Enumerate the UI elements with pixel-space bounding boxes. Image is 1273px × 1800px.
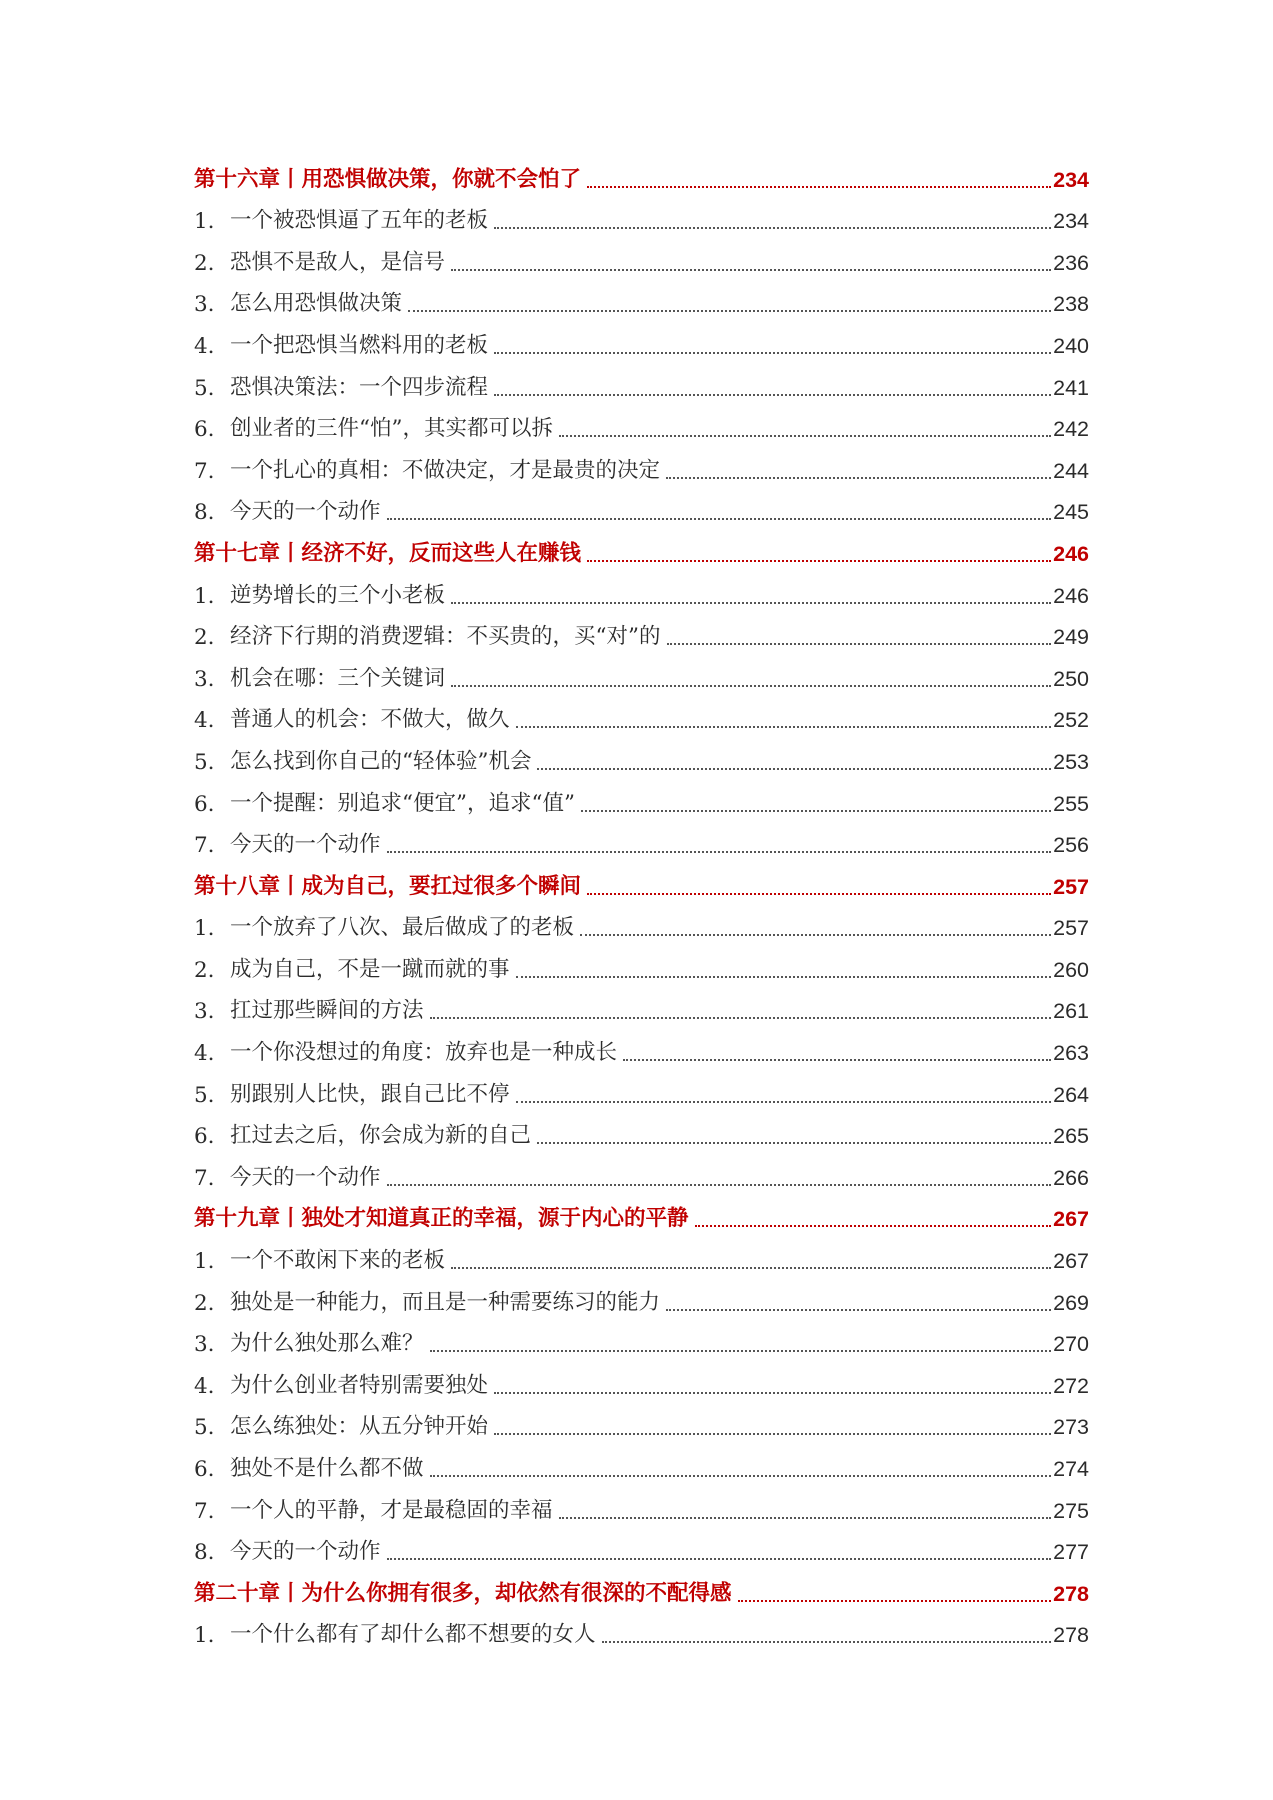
toc-entry-number: 5. [194, 1082, 215, 1108]
page-number: 240 [1053, 333, 1089, 358]
toc-entry-number: 2. [194, 250, 215, 276]
dot-leader [430, 1017, 1052, 1019]
toc-entry-number: 7. [194, 833, 215, 859]
page-number: 246 [1053, 583, 1089, 608]
toc-section-entry[interactable] [194, 1114, 1089, 1156]
toc-entry-number: 8. [194, 1540, 215, 1566]
toc-section-entry[interactable] [194, 1030, 1089, 1072]
page-number: 246 [1053, 541, 1089, 566]
page-number: 249 [1053, 625, 1089, 650]
section-title: 怎么找到你自己的“轻体验”机会 [230, 748, 532, 774]
toc-entry-number: 1. [194, 583, 215, 609]
toc-entry-number: 2. [194, 957, 215, 983]
page-number: 260 [1053, 957, 1089, 982]
page-number: 255 [1053, 791, 1089, 816]
dot-leader [695, 1225, 1052, 1227]
section-title: 别跟别人比快，跟自己比不停 [230, 1081, 510, 1107]
page-number: 256 [1053, 833, 1089, 858]
toc-entry-number: 6. [194, 1457, 215, 1482]
page-number: 257 [1053, 874, 1089, 899]
dot-leader [451, 602, 1051, 604]
page-number: 264 [1053, 1082, 1089, 1107]
page-number: 241 [1053, 375, 1089, 400]
dot-leader [387, 518, 1052, 520]
section-title: 为什么创业者特别需要独处 [230, 1372, 489, 1398]
section-title: 独处不是什么都不做 [230, 1456, 424, 1481]
toc-section-entry[interactable] [194, 781, 1089, 823]
page-number: 250 [1053, 666, 1089, 691]
page-number: 252 [1053, 708, 1089, 733]
section-title: 一个什么都有了却什么都不想要的女人 [230, 1622, 596, 1648]
section-title: 创业者的三件“怕”，其实都可以拆 [230, 416, 553, 442]
section-title: 经济下行期的消费逻辑：不买贵的，买“对”的 [230, 624, 661, 650]
toc-section-entry[interactable] [194, 1238, 1089, 1280]
section-title: 一个被恐惧逼了五年的老板 [230, 208, 489, 234]
dot-leader [494, 1433, 1051, 1435]
toc-entry-number: 5. [194, 749, 215, 775]
dot-leader [494, 394, 1051, 396]
toc-entry-number: 5. [194, 1415, 215, 1441]
section-title: 逆势增长的三个小老板 [230, 582, 446, 608]
dot-leader [516, 1101, 1052, 1103]
dot-leader [581, 810, 1051, 812]
page-number: 234 [1053, 167, 1089, 192]
page-number: 278 [1053, 1581, 1089, 1606]
chapter-title: 第十七章丨经济不好，反而这些人在赚钱 [194, 540, 582, 566]
toc-chapter-entry[interactable] [194, 1197, 1089, 1239]
dot-leader [666, 1309, 1051, 1311]
page-number: 275 [1053, 1498, 1089, 1523]
toc-entry-number: 3. [194, 666, 215, 692]
toc-section-entry[interactable] [194, 1155, 1089, 1197]
section-title: 今天的一个动作 [230, 1539, 381, 1565]
toc-entry-number: 3. [194, 1332, 215, 1358]
toc-section-entry[interactable] [194, 947, 1089, 989]
toc-entry-number: 2. [194, 1290, 215, 1316]
chapter-title: 第十八章丨成为自己，要扛过很多个瞬间 [194, 873, 582, 899]
toc-entry-number: 4. [194, 1041, 215, 1067]
toc-entry-number: 6. [194, 791, 215, 817]
dot-leader [623, 1059, 1051, 1061]
dot-leader [559, 435, 1051, 437]
toc-section-entry[interactable] [194, 1446, 1089, 1488]
toc-chapter-entry[interactable] [194, 531, 1089, 573]
dot-leader [587, 560, 1051, 562]
section-title: 恐惧决策法：一个四步流程 [230, 374, 489, 400]
page-number: 265 [1053, 1124, 1089, 1149]
dot-leader [451, 685, 1051, 687]
toc-section-entry[interactable] [194, 365, 1089, 407]
dot-leader [667, 643, 1052, 645]
page-number: 242 [1053, 417, 1089, 442]
toc-section-entry[interactable] [194, 240, 1089, 282]
toc-section-entry[interactable] [194, 282, 1089, 324]
section-title: 扛过去之后，你会成为新的自己 [230, 1123, 532, 1149]
toc-chapter-entry[interactable] [194, 157, 1089, 199]
dot-leader [408, 310, 1051, 312]
toc-section-entry[interactable] [194, 1613, 1089, 1655]
toc-entry-number: 6. [194, 1124, 215, 1150]
dot-leader [666, 477, 1051, 479]
section-title: 一个提醒：别追求“便宜”，追求“值” [230, 790, 575, 816]
section-title: 普通人的机会：不做大，做久 [230, 707, 510, 733]
dot-leader [387, 1184, 1052, 1186]
section-title: 独处是一种能力，而且是一种需要练习的能力 [230, 1289, 661, 1315]
dot-leader [580, 934, 1051, 936]
section-title: 机会在哪：三个关键词 [230, 665, 446, 691]
toc-section-entry[interactable] [194, 615, 1089, 657]
toc-entry-number: 1. [194, 916, 215, 942]
dot-leader [494, 1392, 1051, 1394]
toc-entry-number: 1. [194, 209, 215, 235]
toc-entry-number: 7. [194, 1498, 215, 1524]
section-title: 一个不敢闲下来的老板 [230, 1248, 446, 1274]
page-number: 236 [1053, 250, 1089, 275]
dot-leader [451, 1267, 1051, 1269]
page-number: 244 [1053, 458, 1089, 483]
dot-leader [430, 1475, 1052, 1477]
section-title: 今天的一个动作 [230, 832, 381, 858]
section-title: 一个人的平静，才是最稳固的幸福 [230, 1497, 553, 1523]
section-title: 成为自己，不是一蹴而就的事 [230, 956, 510, 982]
section-title: 恐惧不是敌人，是信号 [230, 249, 446, 275]
toc-section-entry[interactable] [194, 448, 1089, 490]
toc-entry-number: 7. [194, 458, 215, 484]
section-title: 一个放弃了八次、最后做成了的老板 [230, 915, 575, 941]
page-number: 267 [1053, 1249, 1089, 1274]
page-number: 272 [1053, 1373, 1089, 1398]
toc-entry-number: 4. [194, 1373, 215, 1399]
toc-entry-number: 7. [194, 1165, 215, 1191]
dot-leader [738, 1600, 1052, 1602]
toc-section-entry[interactable] [194, 656, 1089, 698]
page-number: 257 [1053, 916, 1089, 941]
toc-section-entry[interactable] [194, 823, 1089, 865]
toc-section-entry[interactable] [194, 323, 1089, 365]
toc-section-entry[interactable] [194, 573, 1089, 615]
dot-leader [494, 352, 1051, 354]
toc-chapter-entry[interactable] [194, 864, 1089, 906]
table-of-contents [194, 157, 1089, 1654]
section-title: 一个把恐惧当燃料用的老板 [230, 332, 489, 358]
toc-section-entry[interactable] [194, 906, 1089, 948]
dot-leader [587, 893, 1051, 895]
page-number: 266 [1053, 1165, 1089, 1190]
toc-section-entry[interactable] [194, 1488, 1089, 1530]
toc-entry-number: 1. [194, 1623, 215, 1649]
toc-entry-number: 4. [194, 333, 215, 359]
toc-section-entry[interactable] [194, 490, 1089, 532]
section-title: 今天的一个动作 [230, 1164, 381, 1190]
dot-leader [537, 768, 1051, 770]
dot-leader [602, 1641, 1052, 1643]
toc-entry-number: 1. [194, 1249, 215, 1275]
chapter-title: 第十九章丨独处才知道真正的幸福，源于内心的平静 [194, 1206, 689, 1232]
section-title: 怎么用恐惧做决策 [230, 291, 403, 317]
toc-section-entry[interactable] [194, 739, 1089, 781]
toc-section-entry[interactable] [194, 199, 1089, 241]
page-number: 270 [1053, 1332, 1089, 1357]
dot-leader [494, 227, 1051, 229]
chapter-title: 第二十章丨为什么你拥有很多，却依然有很深的不配得感 [194, 1580, 732, 1606]
section-title: 一个扎心的真相：不做决定，才是最贵的决定 [230, 457, 661, 483]
toc-entry-number: 6. [194, 417, 215, 443]
toc-entry-number: 5. [194, 375, 215, 401]
page-number: 238 [1053, 292, 1089, 317]
dot-leader [516, 976, 1052, 978]
toc-section-entry[interactable] [194, 1280, 1089, 1322]
toc-entry-number: 2. [194, 625, 215, 651]
page-number: 267 [1053, 1207, 1089, 1232]
dot-leader [387, 1558, 1052, 1560]
dot-leader [451, 269, 1051, 271]
chapter-title: 第十六章丨用恐惧做决策，你就不会怕了 [194, 166, 582, 192]
page-number: 245 [1053, 500, 1089, 525]
section-title: 扛过那些瞬间的方法 [230, 998, 424, 1024]
toc-section-entry[interactable] [194, 1405, 1089, 1447]
page-number: 253 [1053, 749, 1089, 774]
dot-leader [387, 851, 1052, 853]
page-number: 273 [1053, 1415, 1089, 1440]
toc-chapter-entry[interactable] [194, 1571, 1089, 1613]
page-number: 278 [1053, 1623, 1089, 1648]
toc-entry-number: 8. [194, 500, 215, 526]
dot-leader [537, 1142, 1051, 1144]
section-title: 今天的一个动作 [230, 499, 381, 525]
page-number: 269 [1053, 1290, 1089, 1315]
toc-section-entry[interactable] [194, 1363, 1089, 1405]
toc-section-entry[interactable] [194, 407, 1089, 449]
toc-section-entry[interactable] [194, 989, 1089, 1031]
toc-section-entry[interactable] [194, 1072, 1089, 1114]
toc-section-entry[interactable] [194, 1530, 1089, 1572]
page-number: 234 [1053, 209, 1089, 234]
toc-section-entry[interactable] [194, 698, 1089, 740]
dot-leader [587, 186, 1051, 188]
toc-entry-number: 3. [194, 999, 215, 1025]
toc-entry-number: 3. [194, 292, 215, 318]
page-number: 274 [1053, 1457, 1089, 1481]
dot-leader [559, 1517, 1052, 1519]
page-number: 261 [1053, 999, 1089, 1024]
dot-leader [516, 726, 1052, 728]
section-title: 一个你没想过的角度：放弃也是一种成长 [230, 1040, 618, 1066]
page-number: 277 [1053, 1540, 1089, 1565]
dot-leader [430, 1350, 1052, 1352]
toc-section-entry[interactable] [194, 1322, 1089, 1364]
page-number: 263 [1053, 1041, 1089, 1066]
section-title: 怎么练独处：从五分钟开始 [230, 1414, 489, 1440]
toc-entry-number: 4. [194, 708, 215, 734]
section-title: 为什么独处那么难？ [230, 1331, 424, 1357]
